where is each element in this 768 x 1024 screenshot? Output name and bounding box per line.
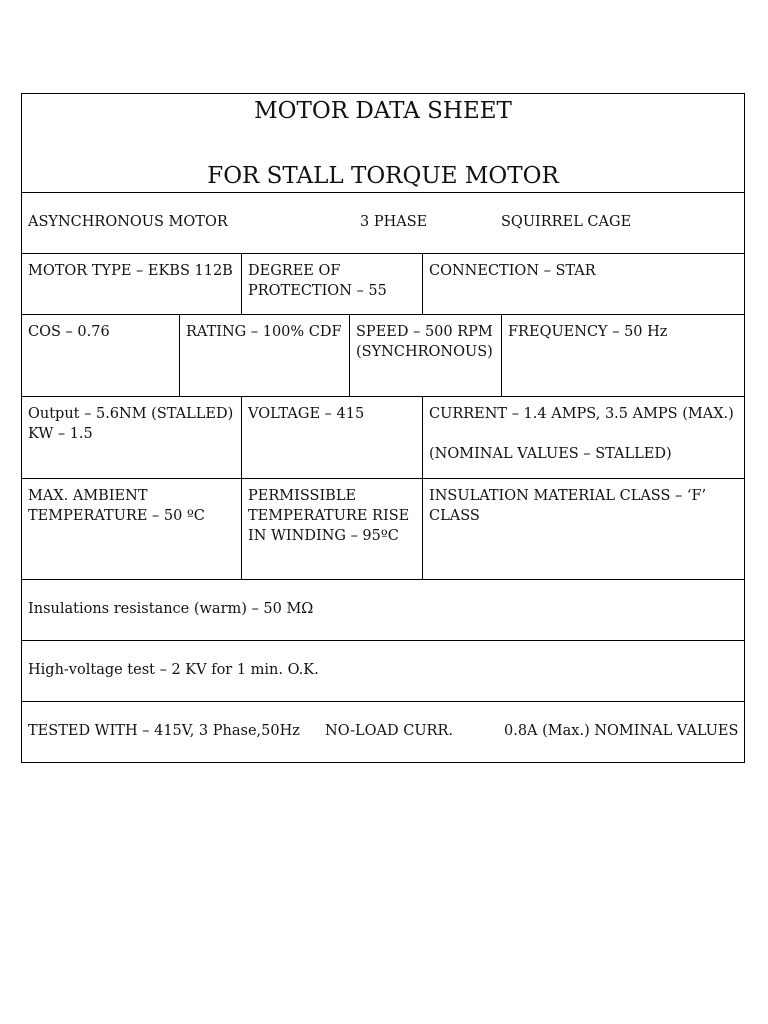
rotor-type: SQUIRREL CAGE [501, 214, 632, 230]
no-load-current-label: NO-LOAD CURR. [325, 723, 453, 739]
cos-rating-row [22, 315, 745, 397]
insulation-resistance-row [22, 580, 745, 641]
motor-kind: ASYNCHRONOUS MOTOR [28, 214, 228, 230]
title-row [22, 94, 745, 193]
tested-with: TESTED WITH – 415V, 3 Phase,50Hz [28, 723, 300, 739]
sheet-title: MOTOR DATA SHEET [254, 98, 512, 124]
frequency: FREQUENCY – 50 Hz [508, 324, 668, 340]
current-cell [422, 397, 744, 478]
motor-kind-row [22, 193, 745, 254]
speed-line-1: SPEED – 500 RPM [356, 324, 493, 340]
motor-data-sheet-table [21, 93, 745, 763]
sheet-subtitle: FOR STALL TORQUE MOTOR [207, 163, 559, 189]
title-cell [22, 94, 744, 192]
insulation-class-cell [422, 479, 744, 579]
ambient-line-2: TEMPERATURE – 50 ºC [28, 508, 205, 524]
rise-line-3: IN WINDING – 95ºC [248, 528, 399, 544]
motor-type: MOTOR TYPE – EKBS 112B [28, 263, 233, 279]
protection-line-2: PROTECTION – 55 [248, 283, 387, 299]
insulation-resistance: Insulations resistance (warm) – 50 MΩ [28, 601, 314, 617]
output-line-2: KW – 1.5 [28, 426, 93, 442]
insulation-line-2: CLASS [429, 508, 480, 524]
motor-type-cell [22, 254, 242, 314]
frequency-cell [501, 315, 744, 396]
rise-cell [241, 479, 423, 579]
no-load-current-values: 0.8A (Max.) NOMINAL VALUES [504, 723, 739, 739]
connection-cell [422, 254, 744, 314]
insulation-line-1: INSULATION MATERIAL CLASS – ‘F’ [429, 488, 707, 504]
cos-cell [22, 315, 180, 396]
output-row [22, 397, 745, 479]
tested-with-row [22, 702, 745, 763]
rating: RATING – 100% CDF [186, 324, 342, 340]
output-line-1: Output – 5.6NM (STALLED) [28, 406, 234, 422]
ambient-cell [22, 479, 242, 579]
temperature-row [22, 479, 745, 580]
phase-count: 3 PHASE [360, 214, 428, 230]
high-voltage-row [22, 641, 745, 702]
voltage: VOLTAGE – 415 [248, 406, 365, 422]
rise-line-2: TEMPERATURE RISE [248, 508, 410, 524]
voltage-cell [241, 397, 423, 478]
protection-line-1: DEGREE OF [248, 263, 341, 279]
output-cell [22, 397, 242, 478]
speed-cell [349, 315, 502, 396]
protection-cell [241, 254, 423, 314]
speed-line-2: (SYNCHRONOUS) [356, 344, 493, 360]
cos-phi: COS – 0.76 [28, 324, 110, 340]
current: CURRENT – 1.4 AMPS, 3.5 AMPS (MAX.) [429, 406, 734, 422]
rise-line-1: PERMISSIBLE [248, 488, 357, 504]
motor-type-row [22, 254, 745, 315]
ambient-line-1: MAX. AMBIENT [28, 488, 148, 504]
rating-cell [179, 315, 350, 396]
nominal-values-note: (NOMINAL VALUES – STALLED) [429, 446, 672, 462]
connection: CONNECTION – STAR [429, 263, 596, 279]
high-voltage-test: High-voltage test – 2 KV for 1 min. O.K. [28, 662, 319, 678]
